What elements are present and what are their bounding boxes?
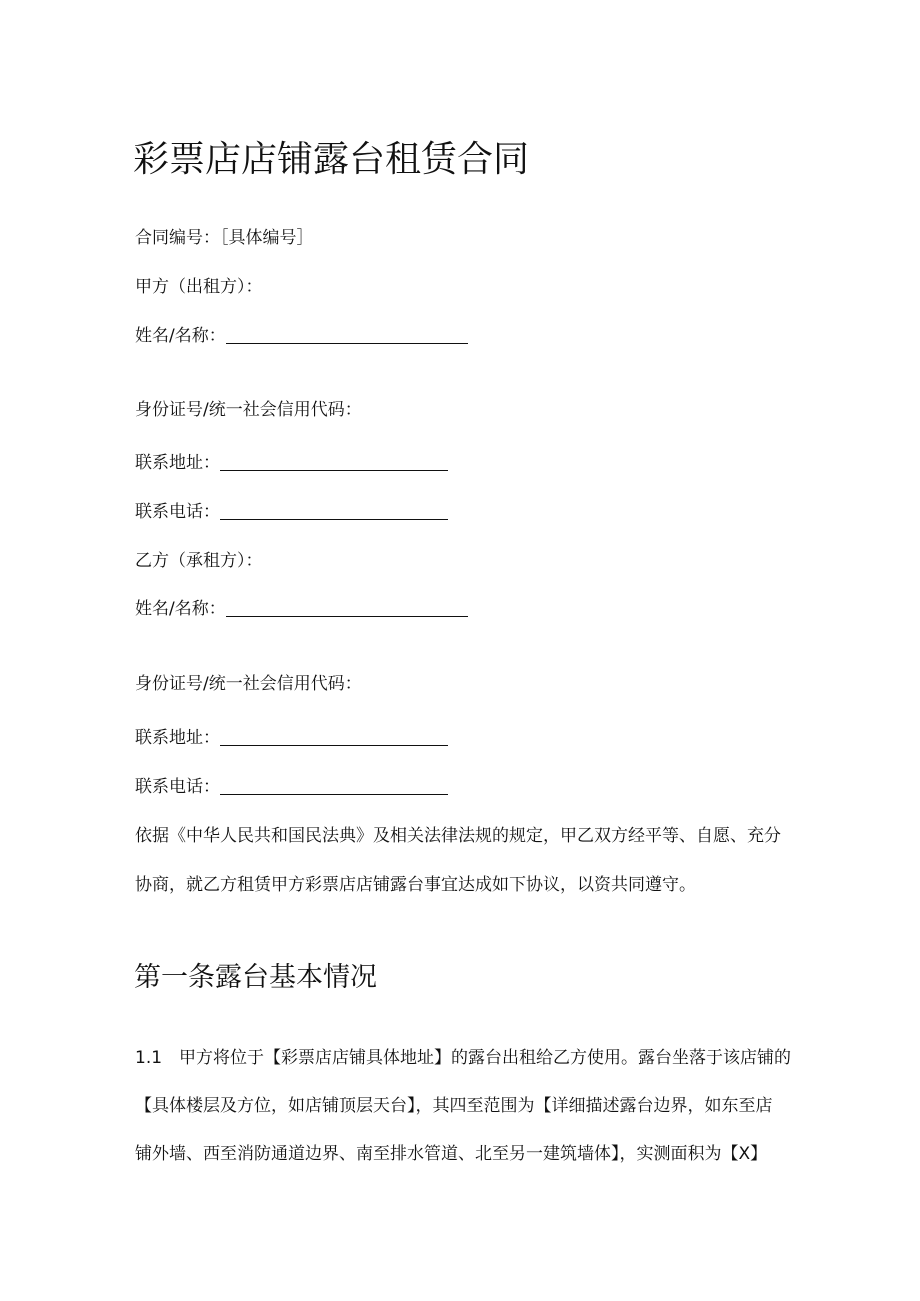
label: 联系电话： (135, 777, 220, 797)
label: 姓名/名称： (135, 599, 226, 619)
section-1-heading: 第一条露台基本情况 (134, 962, 377, 993)
preamble-line: 依据《中华人民共和国民法典》及相关法律法规的规定，甲乙双方经平等、自愿、充分 (135, 826, 781, 846)
party-a-id-field: 身份证号/统一社会信用代码： (135, 400, 362, 420)
party-a-phone-field (135, 500, 448, 524)
party-a-name-field (135, 324, 468, 348)
party-b-heading: 乙方（承租方）： (135, 551, 263, 571)
party-b-name-field (135, 597, 468, 621)
blank-line (226, 325, 468, 344)
blank-line (220, 776, 448, 795)
contract-number: 合同编号：［具体编号］ (135, 228, 314, 248)
label: 联系地址： (135, 453, 220, 473)
section-1-line: 铺外墙、西至消防通道边界、南至排水管道、北至另一建筑墙体】，实测面积为【X】 (135, 1144, 768, 1164)
blank-line (220, 501, 448, 520)
section-1-line: 1.1 甲方将位于【彩票店店铺具体地址】的露台出租给乙方使用。露台坐落于该店铺的 (135, 1048, 792, 1068)
label: 姓名/名称： (135, 326, 226, 346)
party-b-address-field (135, 726, 448, 750)
preamble-line: 协商，就乙方租赁甲方彩票店店铺露台事宜达成如下协议，以资共同遵守。 (135, 875, 696, 895)
label: 联系地址： (135, 728, 220, 748)
party-a-heading: 甲方（出租方）： (135, 277, 263, 297)
blank-line (220, 452, 448, 471)
section-1-line: 【具体楼层及方位，如店铺顶层天台】，其四至范围为【详细描述露台边界，如东至店 (135, 1096, 773, 1116)
party-b-phone-field (135, 775, 448, 799)
blank-line (220, 727, 448, 746)
party-b-id-field: 身份证号/统一社会信用代码： (135, 674, 362, 694)
label: 联系电话： (135, 502, 220, 522)
document-title: 彩票店店铺露台租赁合同 (133, 139, 530, 180)
party-a-address-field (135, 451, 448, 475)
blank-line (226, 598, 468, 617)
